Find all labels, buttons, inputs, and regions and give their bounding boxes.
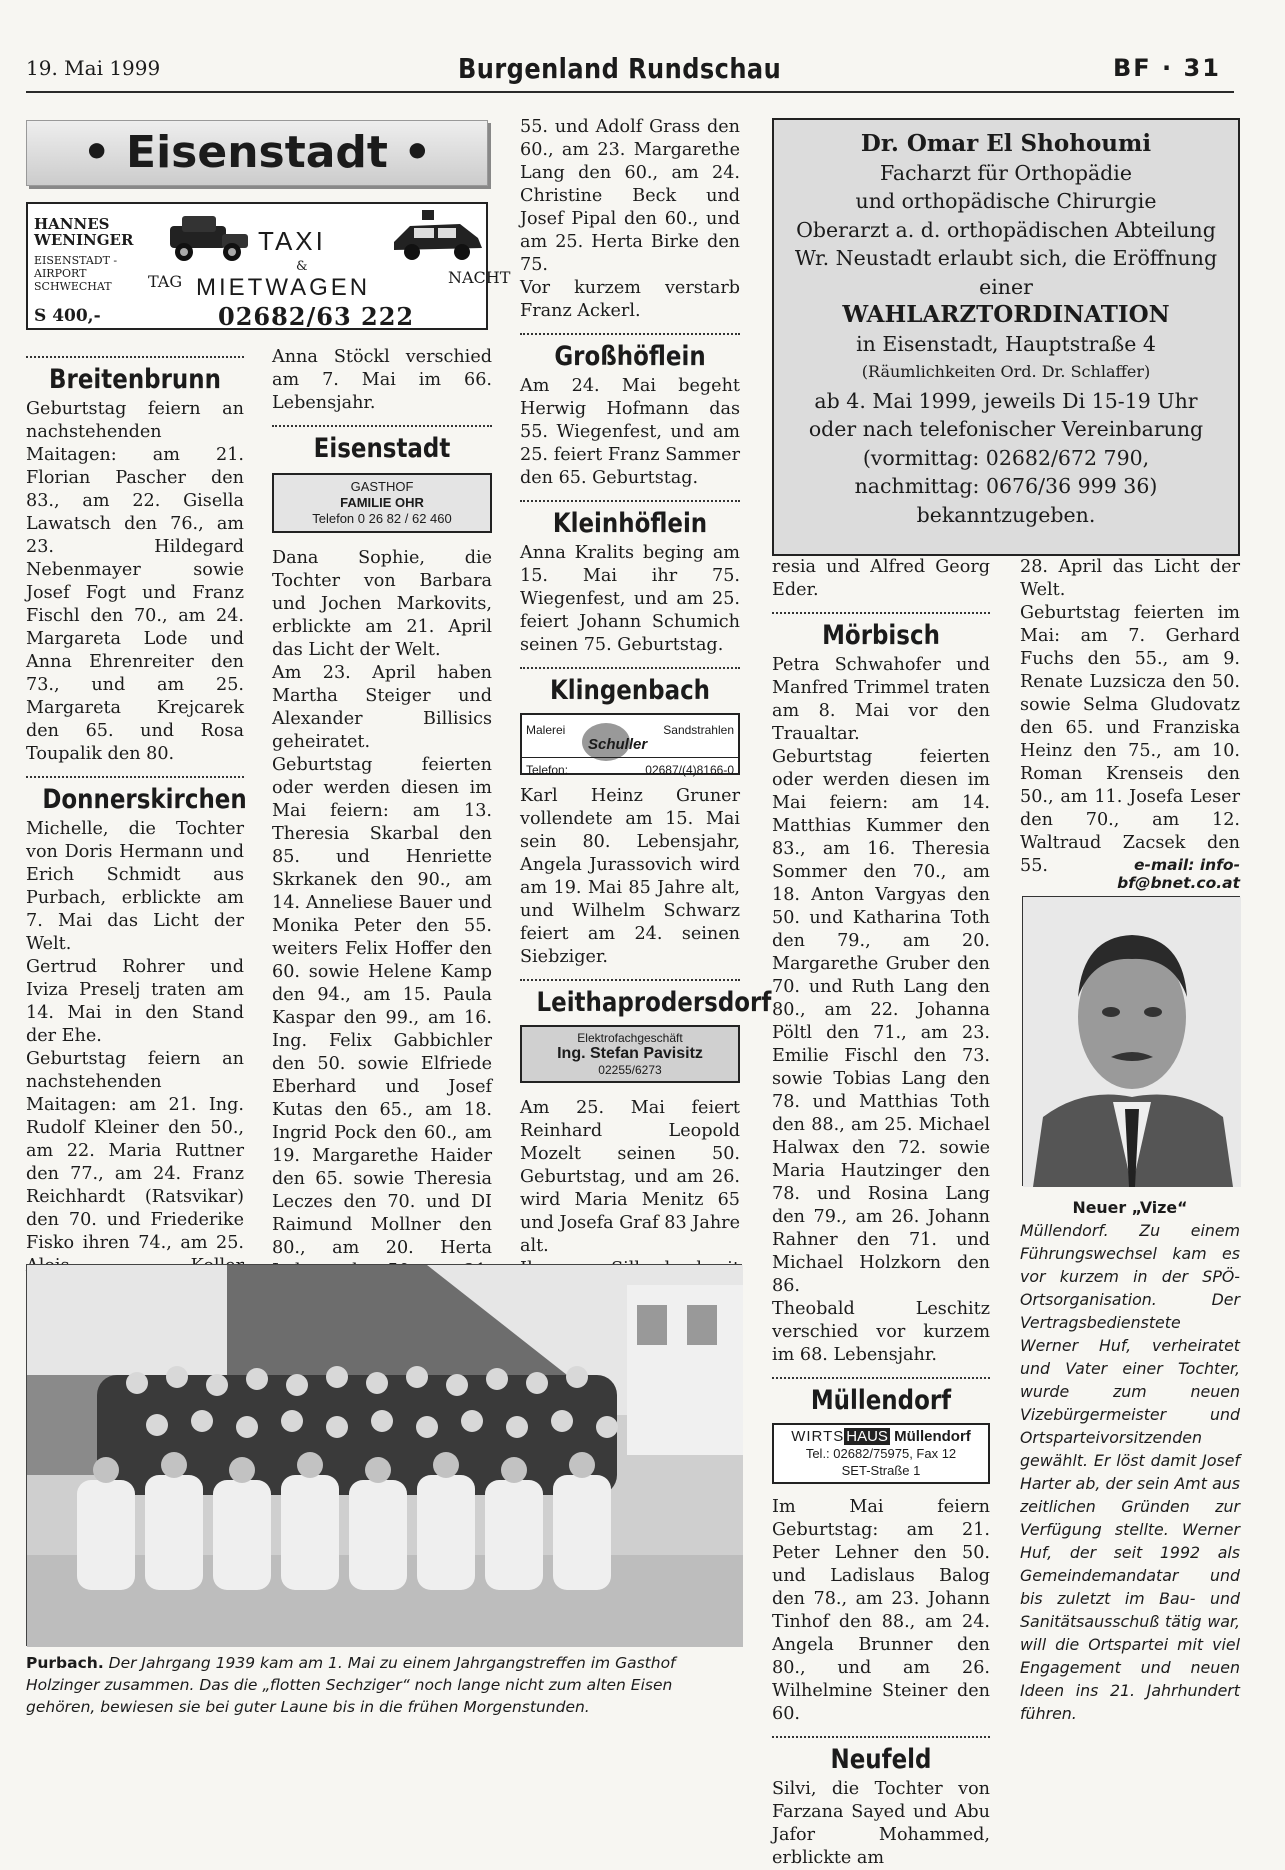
column-5	[1020, 556, 1240, 878]
section-heading-muellendorf: Müllendorf	[810, 1385, 952, 1416]
portrait-photo	[1022, 896, 1240, 1186]
portrait-caption-text: Müllendorf. Zu einem Führungswechsel kam es vor kurzem in der SPÖ-Ortsorganisation. Der Vertragsbedienstete Werner Huf, verheiratet und Vater einer Tochter, wurde zum neuen Vizebürgermeister und Ortsparteivorsitzenden gewählt. Er löst damit Josef Harter ab, der sein Amt aus zeitlichen Gründen zur Verfügung stellte. Werner Huf, der seit 1992 als Gemeindemandatar und bis zuletzt im Bau- und Sanitätsausschuß tätig war, will die Ortspartei mit viel Engagement und neuen Ideen ins 21. Jahrhundert führen.	[1020, 1221, 1240, 1723]
article-kleinhoeflein: Anna Kralits beging am 15. Mai ihr 75. Wiegenfest, und am 25. feiert Johann Schumich seinen 75. Geburtstag.	[520, 543, 740, 655]
dotted-divider	[520, 500, 740, 502]
section-heading-leithaprodersdorf: Leithaprodersdorf	[536, 987, 772, 1018]
dotted-divider	[26, 356, 244, 358]
dotted-divider	[520, 979, 740, 981]
taxi-car-icon	[390, 208, 486, 266]
dotted-divider	[520, 333, 740, 335]
portrait-image-icon	[1023, 897, 1241, 1187]
orthopedic-ad: Dr. Omar El Shohoumi Facharzt für Orthopädie und orthopädische Chirurgie Oberarzt a. d. orthopädischen Abteilung Wr. Neustadt erlaubt sich, die Eröffnung einer WAHLARZTORDINATION in Eisenstadt, Hauptstraße 4 (Räumlichkeiten Ord. Dr. Schlaffer) ab 4. Mai 1999, jeweils Di 15-19 Uhr oder nach telefonischer Vereinbarung (vormittag: 02682/672 790, nachmittag: 0676/36 999 36) bekanntzugeben.	[772, 118, 1240, 556]
portrait-caption	[1020, 1196, 1240, 1725]
article-muellendorf: Im Mai feiern Geburtstag: am 21. Peter Lehner den 50. und Ladislaus Balog den 78., am 23. Johann Tinhof den 88., am 24. Angela Brunner den 80., und am 26. Wilhelmine Steiner den 60.	[772, 1497, 990, 1724]
pavisitz-ad: Elektrofachgeschäft Ing. Stefan Pavisitz 02255/6273	[520, 1025, 740, 1083]
wirtshaus-ad: WIRTS HAUS Müllendorf Tel.: 02682/75975, Fax 12 SET-Straße 1	[772, 1423, 990, 1484]
article-grosshoeflein: Am 24. Mai begeht Herwig Hofmann das 55. Wiegenfest, und am 25. feiert Franz Sammer den 65. Geburtstag.	[520, 376, 740, 488]
vintage-car-icon	[160, 212, 256, 264]
article-paragraph: resia und Alfred Georg Eder.	[772, 557, 990, 600]
group-photo-image-icon	[27, 1265, 743, 1647]
article-paragraph: Am 23. April haben Martha Steiger und Alexander Billisics geheiratet.	[272, 663, 492, 752]
section-heading-eisenstadt: Eisenstadt	[313, 433, 451, 464]
taxi-word: TAXI	[258, 226, 326, 256]
column-3	[520, 116, 772, 1327]
article-paragraph: Geburtstag feierten oder werden diesen im Mai feiern: am 14. Matthias Kummer den 83., am 16. Theresia Sommer den 70., am 18. Anton Vargyas den 50. und Katharina Toth den 79., am 20. Margarethe Gruber den 70. und Ruth Lang den 80., am 22. Johanna Pöltl den 71., am 23. Emilie Fischl den 73. sowie Tobias Lang den 78. und Matthias Toth den 88., am 25. Michael Halwax den 72. sowie Maria Hautzinger den 78. und Rosina Lang den 79., am 26. Johann Rahner den 71. und Michael Holzkorn den 86.	[772, 747, 990, 1296]
section-heading-breitenbrunn: Breitenbrunn	[49, 364, 221, 395]
article-breitenbrunn: Geburtstag feiern an nachstehenden Maitagen: am 21. Florian Pascher den 83., am 22. Gisella Lawatsch den 76., am 23. Hildegard Nebenmayer sowie Josef Fogt und Franz Fischl den 70., am 24. Margareta Lode und Anna Ehrenreiter den 73., und am 25. Margareta Krejcarek den 65. und Rosa Toupalik den 80.	[26, 399, 244, 764]
taxi-route: EISENSTADT - AIRPORT SCHWECHAT	[34, 254, 118, 293]
column-2	[272, 346, 492, 1352]
article-paragraph: Michelle, die Tochter von Doris Hermann und Erich Schmidt aus Purbach, erblickte am 7. Mai das Licht der Welt.	[26, 819, 244, 954]
taxi-mietwagen: MIETWAGEN	[196, 274, 371, 301]
section-heading-moerbisch: Mörbisch	[822, 620, 940, 651]
section-heading-grosshoeflein: Großhöflein	[554, 341, 706, 372]
group-photo	[26, 1264, 742, 1646]
caption-text: Der Jahrgang 1939 kam am 1. Mai zu einem Jahrgangstreffen im Gasthof Holzinger zusammen. Das die „flotten Sechziger“ noch lange nicht zum alten Eisen gehören, bewiesen sie bei guter Laune bis in die frühen Morgenstunden.	[26, 1654, 676, 1716]
article-paragraph: Geburtstag feiern an nachstehenden Maitagen: am 21. Ing. Rudolf Kleiner den 50., am 22. Maria Ruttner den 77., am 24. Franz Reichhardt (Ratsvikar) den 70. und Friederike Fisko ihren 74., am 25.	[26, 1049, 244, 1253]
dotted-divider	[520, 667, 740, 669]
section-heading-neufeld: Neufeld	[830, 1744, 932, 1775]
taxi-tag: TAG	[148, 272, 183, 291]
column-4	[772, 556, 990, 1870]
article-paragraph: 28. April das Licht der Welt.	[1020, 557, 1240, 600]
taxi-ad	[26, 202, 511, 331]
group-photo-caption	[26, 1652, 742, 1718]
schuller-ad: Malerei Sandstrahlen Schuller Telefon: 02687/(4)8166-0	[520, 713, 740, 775]
article-paragraph: Dana Sophie, die Tochter von Barbara und Jochen Markovits, erblickte am 21. April das Licht der Welt.	[272, 548, 492, 660]
section-heading-klingenbach: Klingenbach	[549, 675, 711, 706]
header-rule	[26, 91, 1234, 93]
column-1	[26, 346, 247, 1393]
page-number: BF · 31	[1113, 54, 1221, 82]
dotted-divider	[772, 612, 990, 614]
dotted-divider	[772, 1736, 990, 1738]
section-heading-kleinhoeflein: Kleinhöflein	[552, 508, 708, 539]
article-paragraph: Gertrud Rohrer und Iviza Preselj traten am 14. Mai in den Stand der Ehe.	[26, 957, 244, 1046]
gasthof-ohr-ad: GASTHOF FAMILIE OHR Telefon 0 26 82 / 62 460	[272, 473, 492, 533]
dotted-divider	[26, 776, 244, 778]
article-paragraph: Anna Stöckl verschied am 7. Mai im 66. Lebensjahr.	[272, 347, 492, 413]
taxi-phone: 02682/63 222	[218, 302, 415, 331]
dotted-divider	[772, 1377, 990, 1379]
issue-date: 19. Mai 1999	[26, 56, 161, 80]
article-paragraph: 55. und Adolf Grass den 60., am 23. Margarethe Lang den 60., am 24. Christine Beck und Josef Pipal den 60., und am 25. Herta Birke den 75.	[520, 117, 740, 275]
article-paragraph: Theobald Leschitz verschied vor kurzem im 68. Lebensjahr.	[772, 1299, 990, 1365]
article-paragraph: Am 25. Mai feiert Reinhard Leopold Mozelt seinen 50. Geburtstag, und am 26. wird Maria Menitz 65 und Josefa Graf 83 Jahre alt.	[520, 1098, 740, 1256]
newspaper-title: Burgenland Rundschau	[458, 52, 782, 85]
dotted-divider	[272, 425, 492, 427]
eisenstadt-banner: • Eisenstadt •	[26, 120, 488, 186]
contact-email[interactable]: e-mail: info-bf@bnet.co.at	[1117, 856, 1240, 892]
taxi-owner: HANNES WENINGER	[34, 215, 134, 249]
portrait-caption-title: Neuer „Vize“	[1072, 1198, 1188, 1217]
article-paragraph: Petra Schwahofer und Manfred Trimmel traten am 8. Mai vor den Traualtar.	[772, 655, 990, 744]
article-neufeld: Silvi, die Tochter von Farzana Sayed und Abu Jafor Mohammed, erblickte am	[772, 1779, 990, 1868]
section-heading-donnerskirchen: Donnerskirchen	[42, 784, 247, 815]
taxi-price: S 400,-	[34, 306, 101, 326]
article-paragraph: Geburtstag feierten oder werden diesen im Mai feiern: am 13. Theresia Skarbal den 85. und Henriette Skrkanek den 90., am 14. Anneliese Bauer und Monika Peter den 55. weiters Felix Hoffer den 60. sowie Helene Kamp den 94., am 15. Paula Kaspar den 99., am 16. Ing. Felix Gabbichler den 50. sowie Elfriede Eberhard und Josef Kutas den 65., am 18. Ingrid Pock den 60., am 19. Margarethe Haider den 65. sowie Theresia Leczes den 70. und DI Raimund Mollner den 80., am 20. Herta	[272, 755, 492, 1258]
article-paragraph: Geburtstag feierten im Mai: am 7. Gerhard Fuchs den 55., am 9. Renate Luzsicza den 50. sowie Selma Gludovatz den 65. und Franziska Heinz den 75., am 10. Roman Krenseis den 50., am 11. Josefa Leser den 70., am 12. Waltraud Zacsek den 55.	[1020, 603, 1240, 876]
article-paragraph: Vor kurzem verstarb Franz Ackerl.	[520, 278, 740, 321]
taxi-ampersand: &	[296, 259, 308, 274]
caption-place: Purbach.	[26, 1654, 104, 1672]
article-klingenbach: Karl Heinz Gruner vollendete am 15. Mai sein 80. Lebensjahr, Angela Jurassovich wird am 19. Mai 85 Jahre alt, und Wilhelm Schwarz feiert am 24. seinen Siebziger.	[520, 786, 740, 967]
taxi-nacht: NACHT	[448, 268, 511, 287]
